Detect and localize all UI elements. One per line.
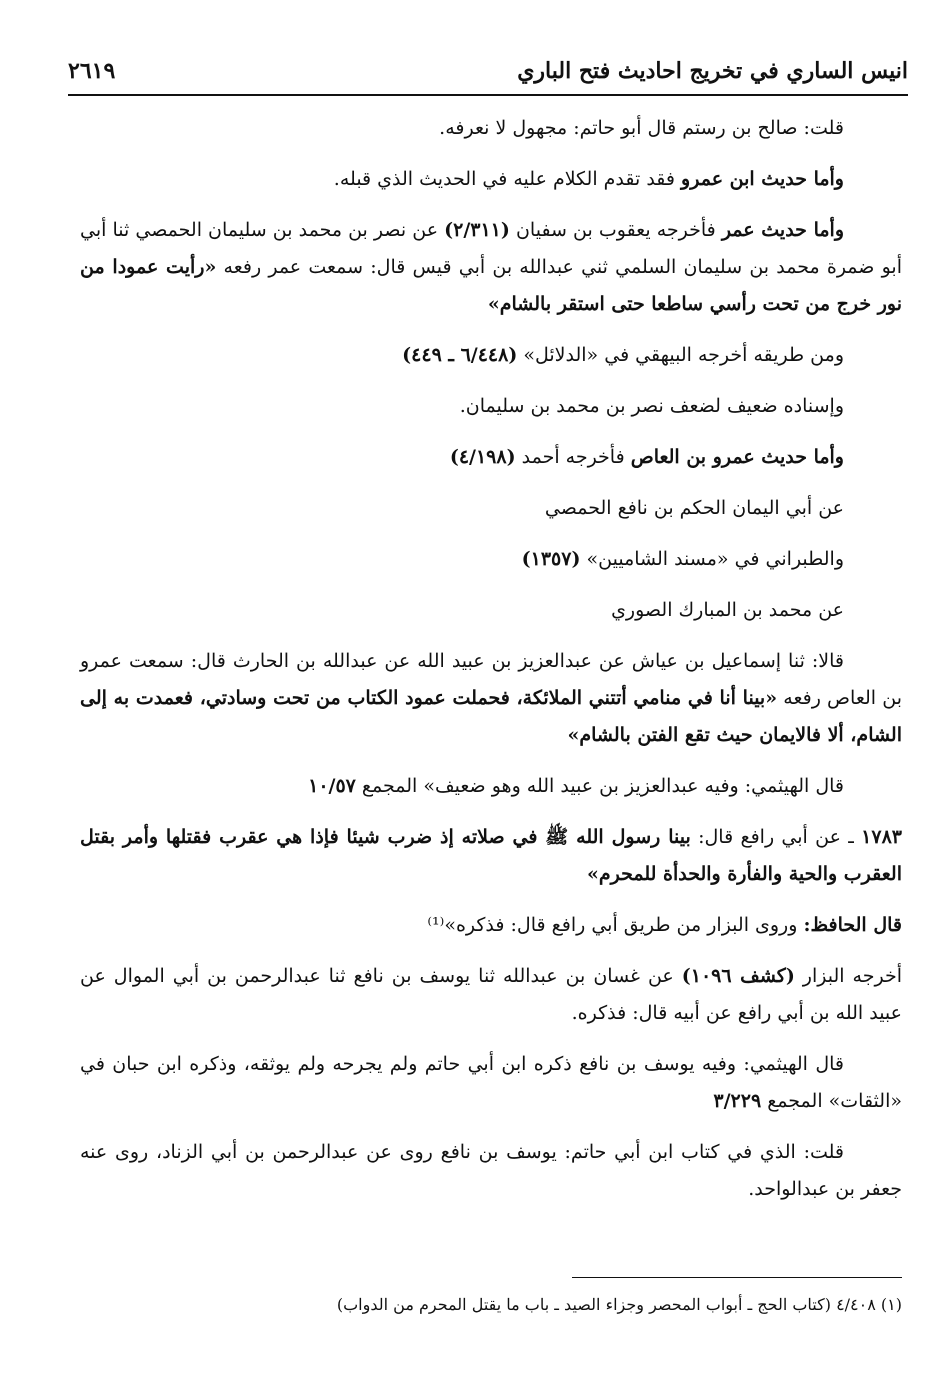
text-segment: وإسناده ضعيف لضعف نصر بن محمد بن سليمان. bbox=[459, 395, 844, 417]
text-segment: فقد تقدم الكلام عليه في الحديث الذي قبله. bbox=[333, 168, 682, 190]
text-segment: أخرجه البزار bbox=[794, 965, 902, 987]
paragraph bbox=[80, 212, 902, 323]
bold-text-segment: ١٠/٥٧ bbox=[308, 775, 356, 797]
footnote-divider bbox=[572, 1277, 902, 1278]
paragraph bbox=[80, 388, 902, 425]
bold-text-segment: وأما حديث عمرو بن العاص bbox=[630, 446, 844, 468]
paragraph bbox=[80, 592, 902, 629]
text-segment: والطبراني في «مسند الشاميين» bbox=[580, 548, 844, 570]
text-segment: ـ عن أبي رافع قال: bbox=[690, 826, 862, 848]
text-segment: عن غسان بن عبدالله ثنا يوسف بن نافع ثنا عبدالرحمن بن أبي الموال عن عبيد الله بن أبي رافع عن أبيه قال: فذكره. bbox=[80, 965, 902, 1024]
paragraph bbox=[80, 110, 902, 147]
paragraph bbox=[80, 958, 902, 1032]
bold-text-segment: «رأيت عمودا من نور خرج من تحت رأسي ساطعا حتى استقر بالشام» bbox=[80, 256, 902, 315]
bold-text-segment: ١٧٨٣ bbox=[861, 826, 902, 848]
paragraph bbox=[80, 1046, 902, 1120]
text-segment: فأخرجه يعقوب بن سفيان bbox=[509, 219, 722, 241]
paragraph bbox=[80, 643, 902, 754]
text-segment: عن محمد بن المبارك الصوري bbox=[611, 599, 844, 621]
text-segment: قلت: صالح بن رستم قال أبو حاتم: مجهول لا نعرفه. bbox=[439, 117, 844, 139]
paragraph bbox=[80, 1134, 902, 1208]
page-header bbox=[68, 52, 908, 94]
text-segment: قلت: الذي في كتاب ابن أبي حاتم: يوسف بن نافع روى عن عبدالرحمن بن أبي الزناد، روى عنه جعفر بن عبدالواحد. bbox=[80, 1141, 902, 1200]
paragraph bbox=[80, 907, 902, 944]
text-segment: وروى البزار من طريق أبي رافع قال: فذكره»⁽¹⁾ bbox=[427, 914, 804, 936]
paragraph bbox=[80, 161, 902, 198]
bold-text-segment: وأما حديث عمر bbox=[721, 219, 844, 241]
bold-text-segment: (كشف ١٠٩٦) bbox=[681, 965, 795, 987]
paragraph bbox=[80, 819, 902, 893]
text-segment: عن نصر بن محمد بن سليمان الحمصي ثنا أبي أبو ضمرة محمد بن سليمان السلمي ثني عبدالله بن أبي قيس قال: سمعت عمر رفعه bbox=[80, 219, 902, 278]
footnote: (١) ٤/٤٠٨ (كتاب الحج ـ أبواب المحصر وجزاء الصيد ـ باب ما يقتل المحرم من الدواب) bbox=[336, 1295, 902, 1314]
bold-text-segment: (٦/٤٤٨ ـ ٤٤٩) bbox=[402, 344, 518, 366]
bold-text-segment: (٢/٣١١) bbox=[444, 219, 510, 241]
bold-text-segment: وأما حديث ابن عمرو bbox=[681, 168, 844, 190]
paragraph bbox=[80, 490, 902, 527]
bold-text-segment: بينا رسول الله ﷺ في صلاته إذ ضرب شيئا فإذا هي عقرب فقتلها وأمر بقتل العقرب والحية والفأرة والحدأة للمحرم» bbox=[80, 826, 902, 885]
main-text bbox=[80, 110, 902, 1222]
paragraph bbox=[80, 768, 902, 805]
paragraph bbox=[80, 541, 902, 578]
text-segment: قال الهيثمي: وفيه عبدالعزيز بن عبيد الله وهو ضعيف» المجمع bbox=[355, 775, 844, 797]
text-segment: قالا: ثنا إسماعيل بن عياش عن عبدالعزيز بن عبيد الله عن عبدالله بن الحارث قال: سمعت عمرو بن العاص رفعه bbox=[80, 650, 902, 709]
text-segment: فأخرجه أحمد bbox=[515, 446, 631, 468]
text-segment: قال الهيثمي: وفيه يوسف بن نافع ذكره ابن أبي حاتم ولم يجرحه ولم يوثقه، وذكره ابن حبان في «الثقات» المجمع bbox=[80, 1053, 902, 1112]
bold-text-segment: «بينا أنا في منامي أتتني الملائكة، فحملت عمود الكتاب من تحت وسادتي، فعمدت به إلى الشام، ألا فالايمان حيث تقع الفتن بالشام» bbox=[80, 687, 902, 746]
bold-text-segment: (١٣٥٧) bbox=[521, 548, 581, 570]
bold-text-segment: قال الحافظ: bbox=[803, 914, 902, 936]
bold-text-segment: ٣/٢٢٩ bbox=[713, 1090, 762, 1112]
bold-text-segment: (٤/١٩٨) bbox=[449, 446, 516, 468]
paragraph bbox=[80, 337, 902, 374]
text-segment: عن أبي اليمان الحكم بن نافع الحمصي bbox=[544, 497, 844, 519]
text-segment: ومن طريقه أخرجه البيهقي في «الدلائل» bbox=[517, 344, 844, 366]
page-number: ٢٦١٩ bbox=[68, 58, 116, 84]
paragraph bbox=[80, 439, 902, 476]
running-title: انيس الساري في تخريج احاديث فتح الباري bbox=[517, 58, 908, 84]
header-divider bbox=[68, 94, 908, 96]
